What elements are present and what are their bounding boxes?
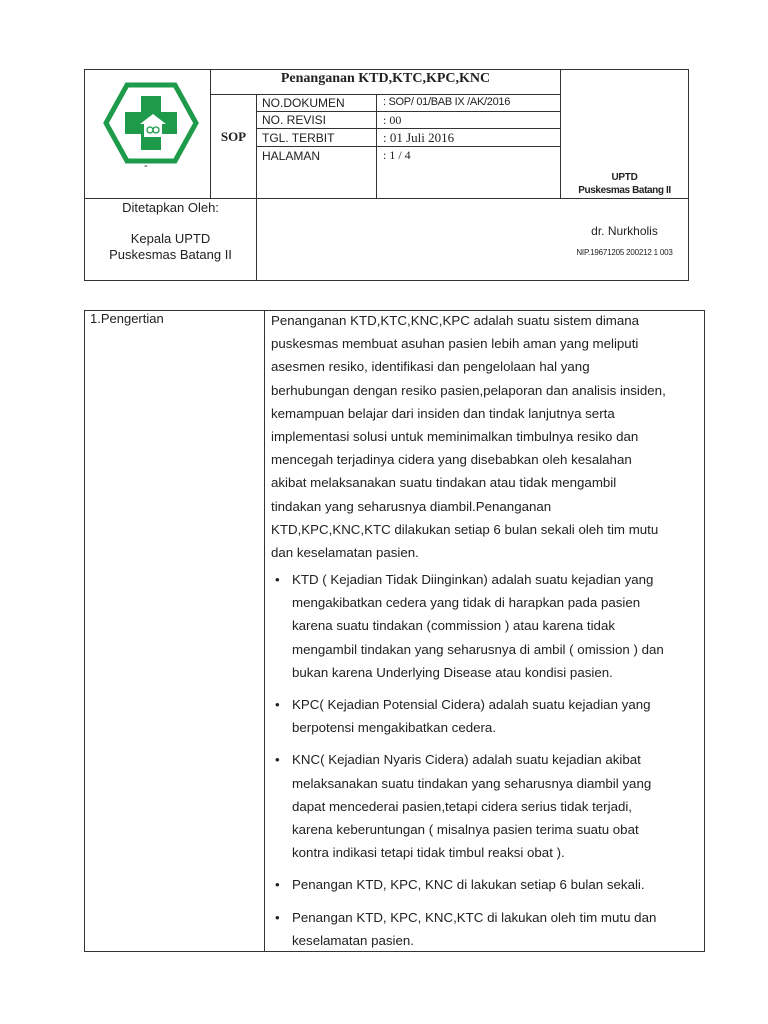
bullet-line: keselamatan pasien.: [292, 932, 414, 948]
definition-paragraph: [271, 309, 701, 564]
sop-label: SOP: [220, 129, 247, 144]
field-value-tgl-terbit: : 01 Juli 2016: [383, 130, 455, 145]
bullet-line: melaksanakan suatu tindakan yang seharusnya diambil yang: [292, 775, 652, 791]
document-title: Penanganan KTD,KTC,KPC,KNC: [280, 71, 491, 86]
bullet-icon: •: [275, 877, 280, 893]
bullet-line: berpotensi mengakibatkan cedera.: [292, 720, 497, 736]
org-line-2: Puskesmas Batang II: [578, 185, 671, 196]
logo-dash: -: [144, 160, 148, 172]
paragraph-line: Penanganan KTD,KTC,KNC,KPC adalah suatu sistem dimana: [271, 313, 640, 328]
paragraph-line: mencegah terjadinya cidera yang disebabkan oleh kesalahan: [271, 452, 632, 468]
field-value-halaman: : 1 / 4: [383, 148, 411, 162]
bullet-line: Penangan KTD, KPC, KNC,KTC di lakukan oleh tim mutu dan: [292, 909, 657, 925]
bullet-line: mengambil tindakan yang seharusnya di ambil ( omission ) dan: [292, 641, 664, 657]
approval-label: Ditetapkan Oleh:: [122, 200, 219, 215]
logo-icon: [103, 82, 199, 164]
paragraph-line: berhubungan dengan resiko pasien,pelaporan dan analisis insiden,: [271, 382, 666, 398]
list-item: [272, 568, 702, 684]
field-value-no-dokumen: : SOP/ 01/BAB IX /AK/2016: [383, 96, 511, 108]
bullet-line: KTD ( Kejadian Tidak Diinginkan) adalah suatu kejadian yang: [292, 572, 654, 587]
bullet-line: Penangan KTD, KPC, KNC di lakukan setiap 6 bulan sekali.: [292, 877, 645, 893]
bullet-icon: •: [275, 572, 280, 587]
list-item: [272, 693, 702, 739]
bullet-line: kontra indikasi tetapi tidak timbul reaksi obat ).: [292, 845, 565, 861]
bullet-icon: •: [275, 697, 280, 713]
paragraph-line: implementasi solusi untuk meminimalkan timbulnya resiko dan: [271, 429, 639, 445]
org-line-1: UPTD: [611, 172, 638, 183]
bullet-icon: •: [275, 752, 280, 768]
bullet-line: karena keberuntungan ( misalnya pasien terima suatu obat: [292, 822, 639, 838]
bullet-line: karena suatu tindakan (commission ) atau karena tidak: [292, 618, 615, 634]
bullet-line: bukan karena Underlying Disease atau kondisi pasien.: [292, 664, 613, 680]
list-item: [272, 748, 702, 864]
signer-name: dr. Nurkholis: [591, 224, 658, 238]
field-value-no-revisi: : 00: [383, 113, 402, 127]
puskesmas-logo: [103, 82, 199, 164]
signer-nip: NIP.19671205 200212 1 003: [576, 248, 673, 257]
bullet-line: KPC( Kejadian Potensial Cidera) adalah suatu kejadian yang: [292, 697, 651, 713]
field-label-no-dokumen: NO.DOKUMEN: [262, 96, 345, 110]
bullet-line: KNC( Kejadian Nyaris Cidera) adalah suatu kejadian akibat: [292, 752, 641, 768]
paragraph-line: tindakan yang seharusnya diambil.Penanganan: [271, 498, 552, 514]
approval-position: Kepala UPTD: [130, 231, 211, 246]
paragraph-line: akibat melaksanakan suatu tindakan atau tidak mengambil: [271, 475, 617, 491]
bullet-line: mengakibatkan cedera yang tidak di harapkan pada pasien: [292, 595, 641, 611]
field-label-halaman: HALAMAN: [262, 149, 321, 163]
paragraph-line: asesmen resiko, identifikasi dan pengelolaan hal yang: [271, 359, 590, 375]
bullet-line: dapat mencederai pasien,tetapi cidera serius tidak terjadi,: [292, 798, 633, 814]
paragraph-line: kemampuan belajar dari insiden dan tindak lanjutnya serta: [271, 405, 615, 421]
list-item: [272, 906, 702, 952]
definition-bullets: [272, 568, 702, 961]
paragraph-line: puskesmas membuat asuhan pasien lebih aman yang meliputi: [271, 336, 639, 352]
paragraph-line: dan keselamatan pasien.: [271, 545, 419, 561]
section-label: 1.Pengertian: [90, 311, 164, 326]
paragraph-line: KTD,KPC,KNC,KTC dilakukan setiap 6 bulan sekali oleh tim mutu: [271, 521, 659, 537]
bullet-icon: •: [275, 909, 280, 925]
list-item: [272, 873, 702, 896]
field-label-no-revisi: NO. REVISI: [262, 113, 327, 127]
approval-org: Puskesmas Batang II: [109, 247, 232, 262]
field-label-tgl-terbit: TGL. TERBIT: [262, 131, 335, 145]
